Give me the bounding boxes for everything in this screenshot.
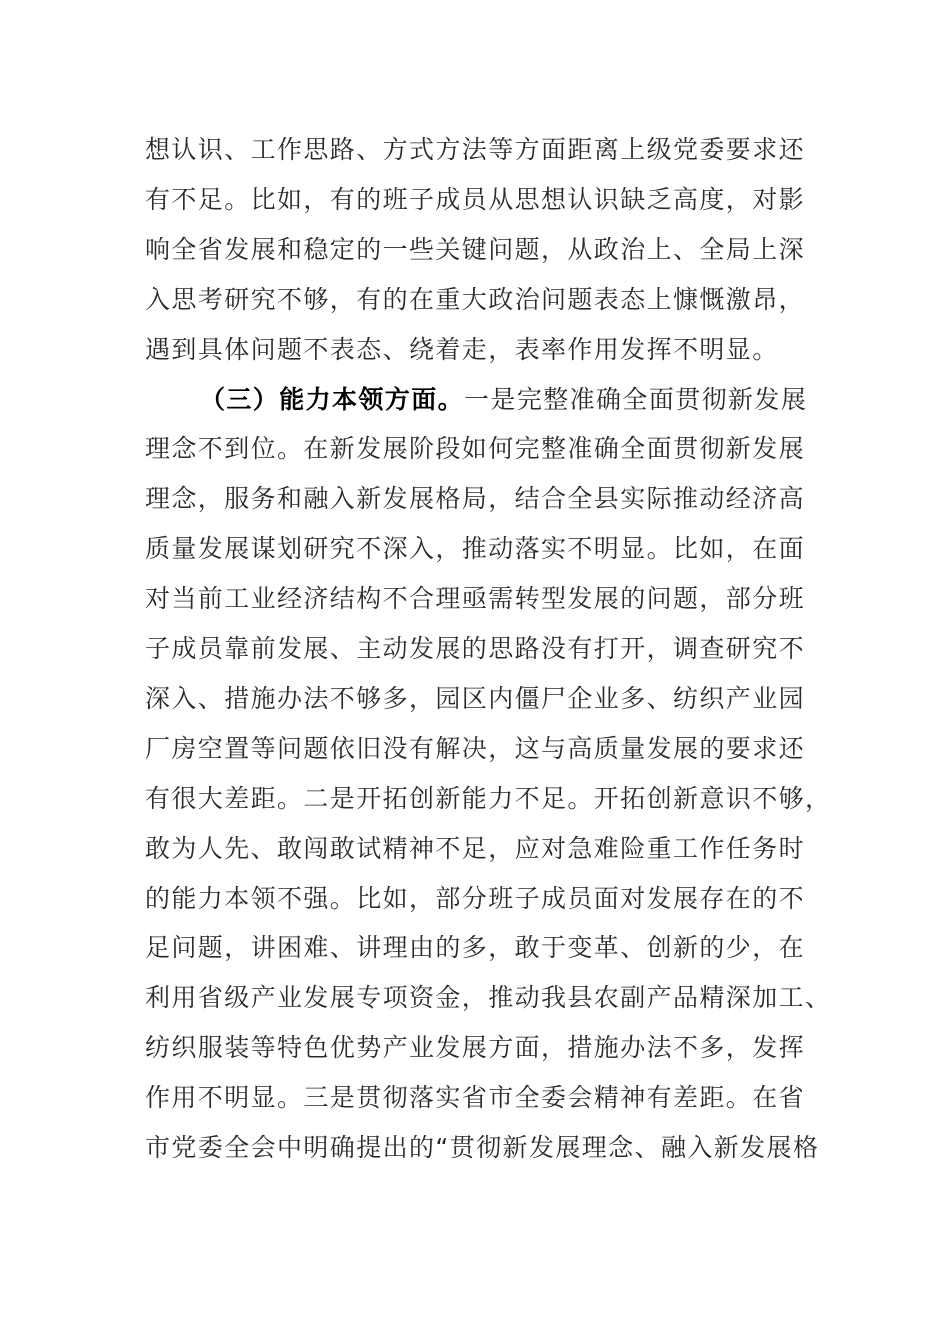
text-line: 质量发展谋划研究不深入，推动落实不明显。比如，在面 — [145, 534, 806, 564]
text-line: 利用省级产业发展专项资金，推动我县农副产品精深加工、 — [145, 983, 832, 1013]
text-line: 响全省发展和稳定的一些关键问题，从政治上、全局上深 — [145, 234, 806, 264]
text-line: 想认识、工作思路、方式方法等方面距离上级党委要求还 — [145, 135, 806, 164]
text-line: 理念，服务和融入新发展格局，结合全县实际推动经济高 — [145, 484, 806, 514]
text-line: 纺织服装等特色优势产业发展方面，措施办法不多，发挥 — [145, 1033, 806, 1063]
text-line: 厂房空置等问题依旧没有解决，这与高质量发展的要求还 — [145, 733, 806, 763]
text-line: 有很大差距。二是开拓创新能力不足。开拓创新意识不够， — [145, 783, 832, 813]
text-line: 的能力本领不强。比如，部分班子成员面对发展存在的不 — [145, 883, 806, 913]
text-line: 作用不明显。三是贯彻落实省市全委会精神有差距。在省 — [145, 1083, 806, 1113]
section-heading-line — [200, 380, 807, 420]
text-line: 对当前工业经济结构不合理亟需转型发展的问题，部分班 — [145, 584, 806, 614]
text-line: 深入、措施办法不够多，园区内僵尸企业多、纺织产业园 — [145, 683, 806, 713]
text-line: 敢为人先、敢闯敢试精神不足，应对急难险重工作任务时 — [145, 833, 806, 863]
text-line: 理念不到位。在新发展阶段如何完整准确全面贯彻新发展 — [145, 434, 806, 464]
text-line: 遇到具体问题不表态、绕着走，表率作用发挥不明显。 — [145, 334, 779, 364]
text-line: 子成员靠前发展、主动发展的思路没有打开，调查研究不 — [145, 634, 806, 663]
section-heading: （三）能力本领方面。 — [200, 384, 465, 414]
text-line: 市党委全会中明确提出的“贯彻新发展理念、融入新发展格 — [145, 1133, 820, 1162]
text-line: 有不足。比如，有的班子成员从思想认识缺乏高度，对影 — [145, 184, 806, 214]
paragraph-text: 一是完整准确全面贯彻新发展 — [464, 384, 808, 414]
text-line: 足问题，讲困难、讲理由的多，敢于变革、创新的少，在 — [145, 933, 806, 963]
text-line: 入思考研究不够，有的在重大政治问题表态上慷慨激昂， — [145, 284, 806, 314]
